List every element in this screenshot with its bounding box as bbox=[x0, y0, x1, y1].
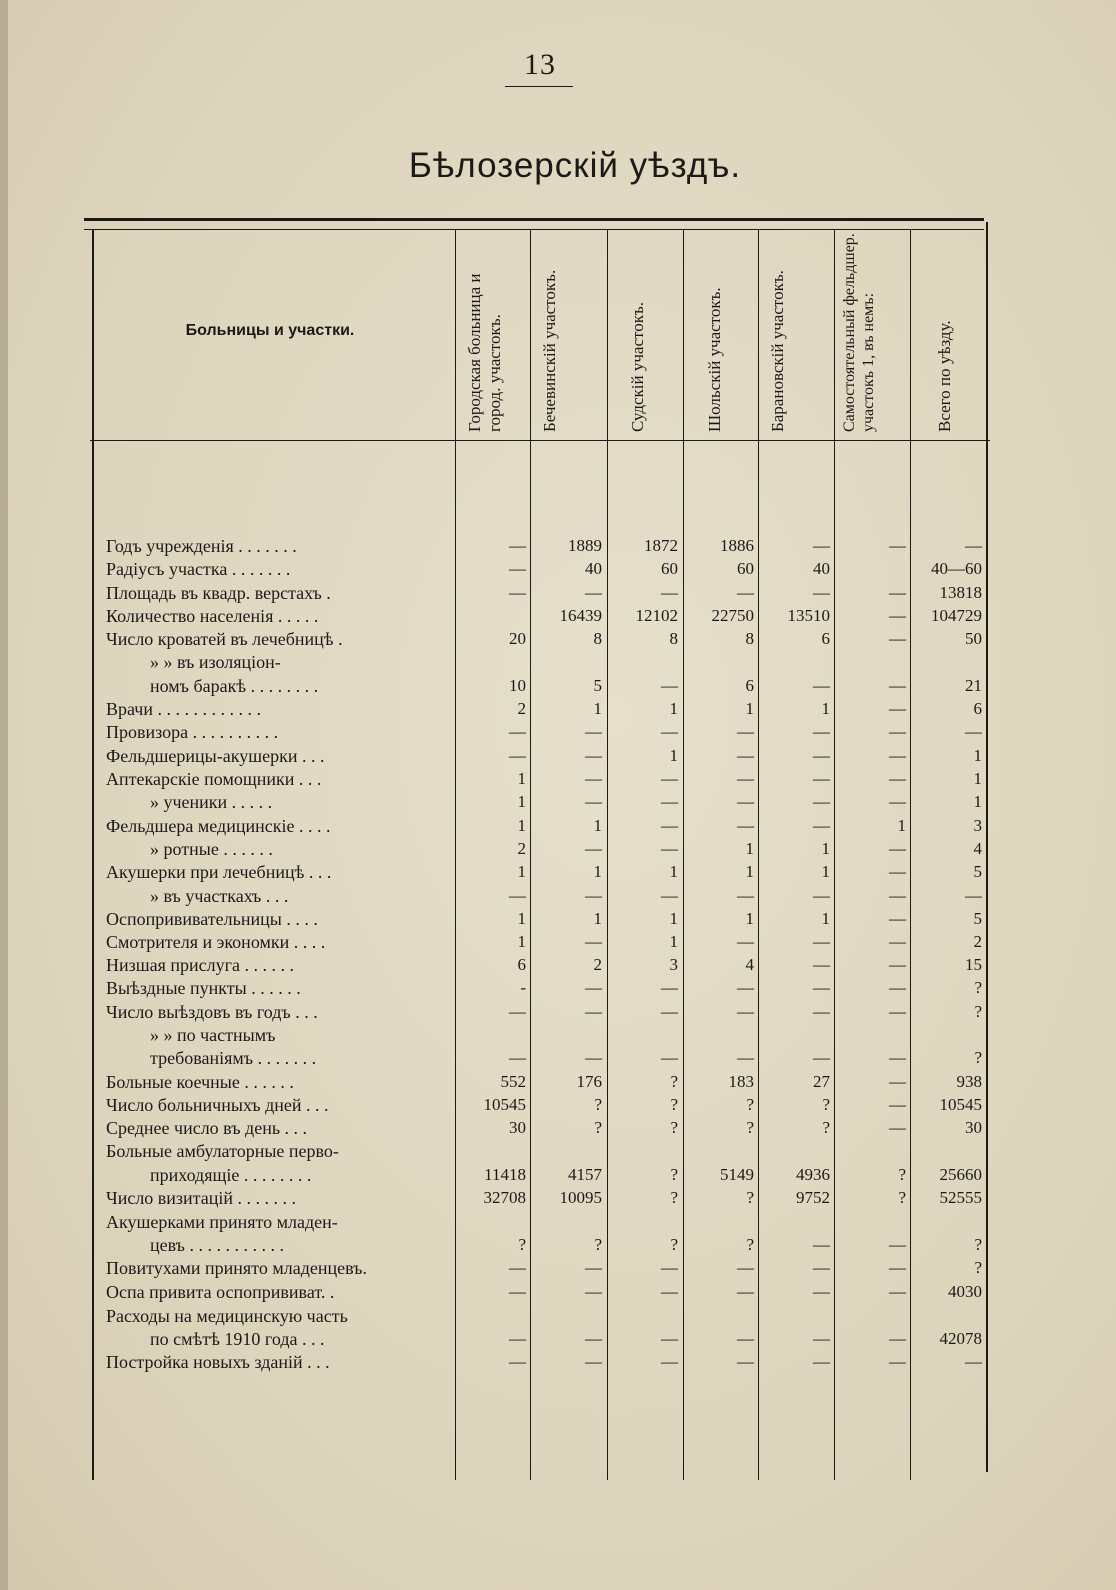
table-cell: 6 bbox=[973, 699, 982, 718]
table-cell: 32708 bbox=[483, 1188, 526, 1207]
table-cell: — bbox=[661, 1258, 678, 1277]
table-cell: 1 bbox=[973, 746, 982, 765]
table-cell: — bbox=[889, 1095, 906, 1114]
table-cell: — bbox=[889, 839, 906, 858]
row-label: » ротные . . . . . . bbox=[150, 839, 273, 859]
table-cell: — bbox=[737, 746, 754, 765]
table-cell: 10545 bbox=[939, 1095, 982, 1114]
page-number-underline bbox=[505, 86, 573, 87]
table-cell: 52555 bbox=[939, 1188, 982, 1207]
table-cell: — bbox=[813, 536, 830, 555]
table-cell: — bbox=[661, 1282, 678, 1301]
row-label: Больные амбулаторные перво- bbox=[106, 1141, 339, 1161]
table-cell: ? bbox=[746, 1235, 754, 1254]
table-cell: — bbox=[509, 886, 526, 905]
table-cell: — bbox=[889, 1235, 906, 1254]
table-cell: — bbox=[585, 769, 602, 788]
table-cell: — bbox=[585, 1048, 602, 1067]
table-cell: ? bbox=[974, 1235, 982, 1254]
table-cell: 176 bbox=[576, 1072, 602, 1091]
row-label: Годъ учрежденія . . . . . . . bbox=[106, 536, 297, 556]
table-cell: — bbox=[813, 1002, 830, 1021]
row-label: Фельдшера медицинскіе . . . . bbox=[106, 816, 331, 836]
table-cell: 13510 bbox=[787, 606, 830, 625]
table-cell: 27 bbox=[813, 1072, 830, 1091]
table-cell: — bbox=[509, 1002, 526, 1021]
table-cell: — bbox=[813, 1235, 830, 1254]
table-cell: 5 bbox=[973, 909, 982, 928]
table-cell: — bbox=[737, 1002, 754, 1021]
table-cell: — bbox=[813, 1329, 830, 1348]
table-cell: — bbox=[509, 1048, 526, 1067]
table-cell: — bbox=[965, 722, 982, 741]
table-cell: — bbox=[585, 1282, 602, 1301]
table-cell: 1 bbox=[593, 862, 602, 881]
table-cell: 1872 bbox=[644, 536, 678, 555]
row-label: » въ участкахъ . . . bbox=[150, 886, 289, 906]
table-cell: 1 bbox=[669, 746, 678, 765]
table-cell: 2 bbox=[517, 839, 526, 858]
table-cell: ? bbox=[974, 1048, 982, 1067]
table-cell: — bbox=[661, 886, 678, 905]
table-cell: 2 bbox=[593, 955, 602, 974]
table-cell: ? bbox=[518, 1235, 526, 1254]
table-cell: 552 bbox=[500, 1072, 526, 1091]
table-cell: — bbox=[737, 1048, 754, 1067]
table-cell: 8 bbox=[669, 629, 678, 648]
table-cell: — bbox=[813, 1352, 830, 1371]
stub-header: Больницы и участки. bbox=[185, 322, 355, 339]
table-cell: — bbox=[661, 816, 678, 835]
table-cell: — bbox=[661, 839, 678, 858]
table-cell: — bbox=[889, 1072, 906, 1091]
table-cell: 1 bbox=[517, 816, 526, 835]
table-cell: — bbox=[965, 536, 982, 555]
row-label: цевъ . . . . . . . . . . . bbox=[150, 1235, 284, 1255]
table-cell: — bbox=[889, 792, 906, 811]
table-left-border bbox=[92, 230, 94, 1480]
table-cell: 40 bbox=[585, 559, 602, 578]
table-cell: — bbox=[509, 559, 526, 578]
table-cell: ? bbox=[974, 1002, 982, 1021]
table-cell: ? bbox=[746, 1188, 754, 1207]
table-cell: 1 bbox=[745, 862, 754, 881]
table-cell: — bbox=[813, 583, 830, 602]
table-cell: 30 bbox=[509, 1118, 526, 1137]
row-label: Радіусъ участка . . . . . . . bbox=[106, 559, 291, 579]
table-cell: — bbox=[737, 792, 754, 811]
table-cell: 1 bbox=[973, 792, 982, 811]
table-cell: ? bbox=[898, 1188, 906, 1207]
row-label: Площадь въ квадр. верстахъ . bbox=[106, 583, 331, 603]
table-cell: 50 bbox=[965, 629, 982, 648]
table-cell: ? bbox=[670, 1072, 678, 1091]
table-top-rule bbox=[84, 218, 984, 221]
table-cell: — bbox=[585, 886, 602, 905]
table-cell: 21 bbox=[965, 676, 982, 695]
row-label: номъ баракѣ . . . . . . . . bbox=[150, 676, 319, 696]
table-cell: — bbox=[585, 1352, 602, 1371]
column-divider bbox=[834, 230, 835, 1480]
table-cell: — bbox=[661, 769, 678, 788]
table-cell: — bbox=[889, 536, 906, 555]
table-cell: 1 bbox=[517, 909, 526, 928]
table-cell: 15 bbox=[965, 955, 982, 974]
table-cell: 1 bbox=[517, 769, 526, 788]
table-cell: — bbox=[737, 978, 754, 997]
table-cell: — bbox=[889, 606, 906, 625]
table-cell: 16439 bbox=[559, 606, 602, 625]
table-cell: 1 bbox=[973, 769, 982, 788]
table-cell: 6 bbox=[517, 955, 526, 974]
table-cell: 938 bbox=[956, 1072, 982, 1091]
table-cell: 1 bbox=[669, 699, 678, 718]
table-cell: — bbox=[509, 1329, 526, 1348]
table-cell: 42078 bbox=[939, 1329, 982, 1348]
page-title: Бѣлозерскій уѣздъ. bbox=[408, 146, 742, 185]
table-cell: — bbox=[661, 1329, 678, 1348]
table-cell: — bbox=[889, 1352, 906, 1371]
table-cell: — bbox=[813, 886, 830, 905]
table-cell: 1 bbox=[821, 862, 830, 881]
row-label: Число больничныхъ дней . . . bbox=[106, 1095, 329, 1115]
row-label: » » по частнымъ bbox=[150, 1025, 276, 1045]
table-cell: ? bbox=[746, 1095, 754, 1114]
table-cell: — bbox=[585, 839, 602, 858]
table-cell: 40 bbox=[813, 559, 830, 578]
row-label: по смѣтѣ 1910 года . . . bbox=[150, 1329, 325, 1349]
row-label: Оспопрививательницы . . . . bbox=[106, 909, 318, 929]
row-label: Аптекарскіе помощники . . . bbox=[106, 769, 322, 789]
table-cell: 6 bbox=[745, 676, 754, 695]
table-cell: — bbox=[737, 1352, 754, 1371]
table-cell: 8 bbox=[745, 629, 754, 648]
table-cell: — bbox=[585, 978, 602, 997]
table-cell: — bbox=[661, 583, 678, 602]
table-cell: — bbox=[661, 1352, 678, 1371]
table-cell: — bbox=[813, 676, 830, 695]
table-cell: — bbox=[509, 583, 526, 602]
table-cell: — bbox=[813, 816, 830, 835]
table-cell: 1886 bbox=[720, 536, 754, 555]
row-label: Число выѣздовъ въ годъ . . . bbox=[106, 1002, 318, 1022]
table-cell: ? bbox=[670, 1235, 678, 1254]
table-cell: 11418 bbox=[484, 1165, 526, 1184]
table-cell: — bbox=[889, 746, 906, 765]
table-cell: 4 bbox=[973, 839, 982, 858]
table-cell: 2 bbox=[517, 699, 526, 718]
table-cell: 1 bbox=[669, 862, 678, 881]
row-label: Постройка новыхъ зданій . . . bbox=[106, 1352, 330, 1372]
table-cell: — bbox=[737, 816, 754, 835]
table-cell: — bbox=[889, 629, 906, 648]
table-cell: 1 bbox=[745, 909, 754, 928]
column-header: Городская больница и город. участокъ. bbox=[465, 273, 504, 432]
table-cell: — bbox=[585, 1329, 602, 1348]
table-cell: — bbox=[585, 932, 602, 951]
table-cell: 30 bbox=[965, 1118, 982, 1137]
table-cell: — bbox=[661, 722, 678, 741]
table-cell: 10095 bbox=[559, 1188, 602, 1207]
row-label: приходящіе . . . . . . . . bbox=[150, 1165, 312, 1185]
table-cell: 20 bbox=[509, 629, 526, 648]
table-cell: ? bbox=[670, 1165, 678, 1184]
table-cell: 9752 bbox=[796, 1188, 830, 1207]
column-header: Всего по уѣзду. bbox=[935, 320, 954, 432]
table-cell: — bbox=[889, 1258, 906, 1277]
table-cell: ? bbox=[594, 1118, 602, 1137]
table-cell: — bbox=[509, 746, 526, 765]
table-cell: — bbox=[509, 1352, 526, 1371]
table-cell: — bbox=[585, 1258, 602, 1277]
table-cell: 1 bbox=[669, 932, 678, 951]
table-cell: 6 bbox=[821, 629, 830, 648]
table-cell: — bbox=[661, 676, 678, 695]
table-cell: ? bbox=[898, 1165, 906, 1184]
table-cell: — bbox=[813, 1258, 830, 1277]
table-cell: 10545 bbox=[483, 1095, 526, 1114]
column-divider bbox=[530, 230, 531, 1480]
table-cell: — bbox=[585, 792, 602, 811]
table-cell: 1 bbox=[517, 932, 526, 951]
table-cell: ? bbox=[746, 1118, 754, 1137]
column-header: Судскій участокъ. bbox=[628, 301, 647, 432]
table-cell: — bbox=[889, 1048, 906, 1067]
table-cell: — bbox=[889, 583, 906, 602]
row-label: Выѣздные пункты . . . . . . bbox=[106, 978, 301, 998]
table-cell: ? bbox=[594, 1235, 602, 1254]
row-label: Оспа привита оспопрививат. . bbox=[106, 1282, 335, 1302]
column-header: Бечевинскій участокъ. bbox=[540, 269, 559, 432]
table-cell: — bbox=[661, 1002, 678, 1021]
table-cell: — bbox=[509, 536, 526, 555]
table-cell: 4936 bbox=[796, 1165, 830, 1184]
table-cell: 1 bbox=[897, 816, 906, 835]
table-cell: 1 bbox=[821, 699, 830, 718]
table-cell: — bbox=[813, 746, 830, 765]
table-cell: — bbox=[737, 769, 754, 788]
table-cell: — bbox=[889, 886, 906, 905]
row-label: » » въ изоляціон- bbox=[150, 652, 281, 672]
table-cell: ? bbox=[670, 1118, 678, 1137]
table-cell: — bbox=[965, 1352, 982, 1371]
table-cell: 2 bbox=[973, 932, 982, 951]
table-cell: 10 bbox=[509, 676, 526, 695]
row-label: Больные коечные . . . . . . bbox=[106, 1072, 294, 1092]
table-cell: 1 bbox=[669, 909, 678, 928]
column-header: Самостоятельный фельдшер. участокъ 1, въ немъ: bbox=[841, 233, 877, 432]
table-cell: — bbox=[889, 769, 906, 788]
row-label: Врачи . . . . . . . . . . . . bbox=[106, 699, 261, 719]
table-cell: 5149 bbox=[720, 1165, 754, 1184]
table-cell: — bbox=[813, 1282, 830, 1301]
table-cell: — bbox=[889, 978, 906, 997]
row-label: Повитухами принято младенцевъ. bbox=[106, 1258, 367, 1278]
table-cell: 3 bbox=[669, 955, 678, 974]
table-cell: — bbox=[889, 722, 906, 741]
table-cell: — bbox=[661, 1048, 678, 1067]
table-cell: — bbox=[889, 676, 906, 695]
table-cell: 4030 bbox=[948, 1282, 982, 1301]
row-label: требованіямъ . . . . . . . bbox=[150, 1048, 317, 1068]
table-cell: ? bbox=[822, 1095, 830, 1114]
table-cell: — bbox=[509, 722, 526, 741]
row-label: Число кроватей въ лечебницѣ . bbox=[106, 629, 343, 649]
table-cell: 22750 bbox=[711, 606, 754, 625]
table-cell: 1889 bbox=[568, 536, 602, 555]
table-cell: — bbox=[889, 699, 906, 718]
row-label: Число визитацій . . . . . . . bbox=[106, 1188, 297, 1208]
row-label: Акушерками принято младен- bbox=[106, 1212, 338, 1232]
table-cell: 25660 bbox=[939, 1165, 982, 1184]
page-number: 13 bbox=[524, 48, 556, 81]
table-cell: 4157 bbox=[568, 1165, 602, 1184]
table-cell: — bbox=[585, 1002, 602, 1021]
table-cell: 1 bbox=[517, 792, 526, 811]
row-label: Акушерки при лечебницѣ . . . bbox=[106, 862, 332, 882]
table-cell: — bbox=[737, 1282, 754, 1301]
table-cell: — bbox=[813, 955, 830, 974]
column-divider bbox=[910, 230, 911, 1480]
column-divider bbox=[758, 230, 759, 1480]
table-cell: 1 bbox=[593, 816, 602, 835]
table-cell: — bbox=[737, 886, 754, 905]
table-cell: — bbox=[661, 792, 678, 811]
row-label: » ученики . . . . . bbox=[150, 792, 273, 812]
table-cell: 1 bbox=[593, 699, 602, 718]
table-cell: — bbox=[813, 978, 830, 997]
row-label: Смотрителя и экономки . . . . bbox=[106, 932, 326, 952]
table-header-rule bbox=[90, 440, 990, 441]
column-header: Барановскій участокъ. bbox=[768, 270, 787, 432]
table-cell: 104729 bbox=[931, 606, 982, 625]
table-cell: — bbox=[737, 1329, 754, 1348]
table-cell: 12102 bbox=[635, 606, 678, 625]
table-cell: — bbox=[585, 583, 602, 602]
table-cell: 1 bbox=[821, 909, 830, 928]
table-cell: 60 bbox=[661, 559, 678, 578]
table-cell: 1 bbox=[745, 699, 754, 718]
table-cell: — bbox=[737, 583, 754, 602]
table-cell: — bbox=[889, 955, 906, 974]
table-cell: — bbox=[889, 1002, 906, 1021]
table-cell: — bbox=[813, 932, 830, 951]
table-cell: 40—60 bbox=[931, 559, 982, 578]
table-cell: - bbox=[520, 978, 526, 997]
table-cell: — bbox=[737, 932, 754, 951]
table-cell: 3 bbox=[973, 816, 982, 835]
row-label: Расходы на медицинскую часть bbox=[106, 1306, 348, 1326]
page-edge bbox=[0, 0, 8, 1590]
table-cell: — bbox=[509, 1282, 526, 1301]
table-cell: — bbox=[813, 769, 830, 788]
table-cell: — bbox=[965, 886, 982, 905]
table-cell: 4 bbox=[745, 955, 754, 974]
table-cell: 8 bbox=[593, 629, 602, 648]
table-top-rule-thin bbox=[84, 229, 984, 230]
table-cell: 60 bbox=[737, 559, 754, 578]
row-label: Фельдшерицы-акушерки . . . bbox=[106, 746, 325, 766]
table-cell: ? bbox=[974, 1258, 982, 1277]
table-cell: — bbox=[585, 746, 602, 765]
table-cell: — bbox=[737, 1258, 754, 1277]
table-cell: 1 bbox=[821, 839, 830, 858]
table-cell: 1 bbox=[593, 909, 602, 928]
row-label: Среднее число въ день . . . bbox=[106, 1118, 308, 1138]
table-cell: 5 bbox=[593, 676, 602, 695]
table-cell: ? bbox=[974, 978, 982, 997]
table-cell: — bbox=[889, 862, 906, 881]
table-cell: 1 bbox=[517, 862, 526, 881]
table-cell: 1 bbox=[745, 839, 754, 858]
row-label: Количество населенія . . . . . bbox=[106, 606, 319, 626]
table-cell: — bbox=[813, 722, 830, 741]
table-cell: — bbox=[661, 978, 678, 997]
table-cell: ? bbox=[670, 1095, 678, 1114]
table-cell: — bbox=[737, 722, 754, 741]
row-label: Низшая прислуга . . . . . . bbox=[106, 955, 294, 975]
row-label: Провизора . . . . . . . . . . bbox=[106, 722, 279, 742]
table-cell: — bbox=[889, 909, 906, 928]
table-cell: — bbox=[889, 1118, 906, 1137]
table-cell: — bbox=[813, 792, 830, 811]
table-cell: — bbox=[585, 722, 602, 741]
table-cell: 13818 bbox=[939, 583, 982, 602]
table-cell: — bbox=[813, 1048, 830, 1067]
table-cell: — bbox=[509, 1258, 526, 1277]
table-cell: ? bbox=[822, 1118, 830, 1137]
table-cell: ? bbox=[670, 1188, 678, 1207]
table-cell: 5 bbox=[973, 862, 982, 881]
table-right-border bbox=[986, 222, 988, 1472]
column-header: Шольскій участокъ. bbox=[705, 287, 724, 432]
table-cell: 183 bbox=[728, 1072, 754, 1091]
table-cell: — bbox=[889, 1329, 906, 1348]
table-cell: — bbox=[889, 1282, 906, 1301]
table-cell: ? bbox=[594, 1095, 602, 1114]
table-cell: — bbox=[889, 932, 906, 951]
